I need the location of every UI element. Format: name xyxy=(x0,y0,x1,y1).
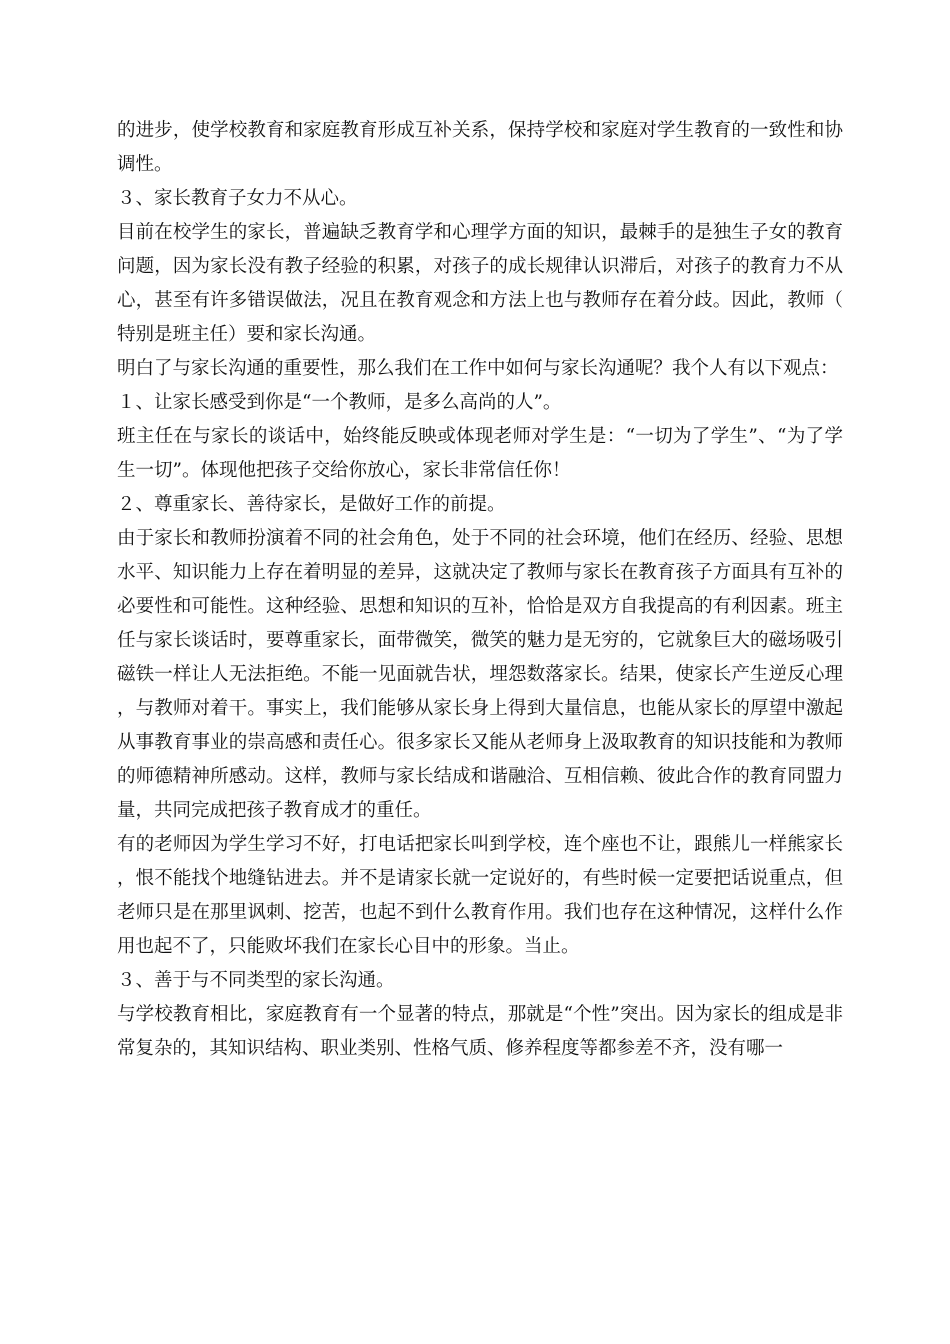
heading-point-3-parents-struggle: ３、家长教育子女力不从心。 xyxy=(117,188,358,209)
paragraph-continuation: 的进步，使学校教育和家庭教育形成互补关系，保持学校和家庭对学生教育的一致性和协调性。 xyxy=(117,120,843,175)
heading-point-1-noble-teacher: １、让家长感受到你是“一个教师，是多么高尚的人”。 xyxy=(117,392,562,413)
heading-point-2-respect-parents: ２、尊重家长、善待家长，是做好工作的前提。 xyxy=(117,494,506,515)
document-body xyxy=(117,114,843,1066)
paragraph-complementary-roles: 由于家长和教师扮演着不同的社会角色，处于不同的社会环境，他们在经历、经验、思想水平、知识能力上存在着明显的差异，这就决定了教师与家长在教育孩子方面具有互补的必要性和可能性。这种经验、思想和知识的互补，恰恰是双方自我提高的有利因素。班主任与家长谈话时，要尊重家长，面带微笑，微笑的魅力是无穷的，它就象巨大的磁场吸引磁铁一样让人无法拒绝。不能一见面就告状，埋怨数落家长。结果，使家长产生逆反心理，与教师对着干。事实上，我们能够从家长身上得到大量信息，也能从家长的厚望中激起从事教育事业的崇高感和责任心。很多家长又能从老师身上汲取教育的知识技能和为教师的师德精神所感动。这样，教师与家长结成和谐融洽、互相信赖、彼此合作的教育同盟力量，共同完成把孩子教育成才的重任。 xyxy=(117,528,843,821)
paragraph-parents-lack-knowledge: 目前在校学生的家长，普遍缺乏教育学和心理学方面的知识，最棘手的是独生子女的教育问题，因为家长没有教子经验的积累，对孩子的成长规律认识滞后，对孩子的教育力不从心，甚至有许多错误做法，况且在教育观念和方法上也与教师存在着分歧。因此，教师（特别是班主任）要和家长沟通。 xyxy=(117,222,843,345)
paragraph-how-to-communicate: 明白了与家长沟通的重要性，那么我们在工作中如何与家长沟通呢？我个人有以下观点： xyxy=(117,358,839,379)
paragraph-bad-practice: 有的老师因为学生学习不好，打电话把家长叫到学校，连个座也不让，跟熊儿一样熊家长，恨不能找个地缝钻进去。并不是请家长就一定说好的，有些时候一定要把话说重点，但老师只是在那里讽刺、挖苦，也起不到什么教育作用。我们也存在这种情况，这样什么作用也起不了，只能败坏我们在家长心目中的形象。当止。 xyxy=(117,834,843,957)
paragraph-family-education-individuality: 与学校教育相比，家庭教育有一个显著的特点，那就是“个性”突出。因为家长的组成是非常复杂的，其知识结构、职业类别、性格气质、修养程度等都参差不齐，没有哪一 xyxy=(117,1004,843,1059)
heading-point-3-different-parents: ３、善于与不同类型的家长沟通。 xyxy=(117,970,395,991)
paragraph-everything-for-students: 班主任在与家长的谈话中，始终能反映或体现老师对学生是：“一切为了学生”、“为了学生一切”。体现他把孩子交给你放心，家长非常信任你！ xyxy=(117,426,843,481)
